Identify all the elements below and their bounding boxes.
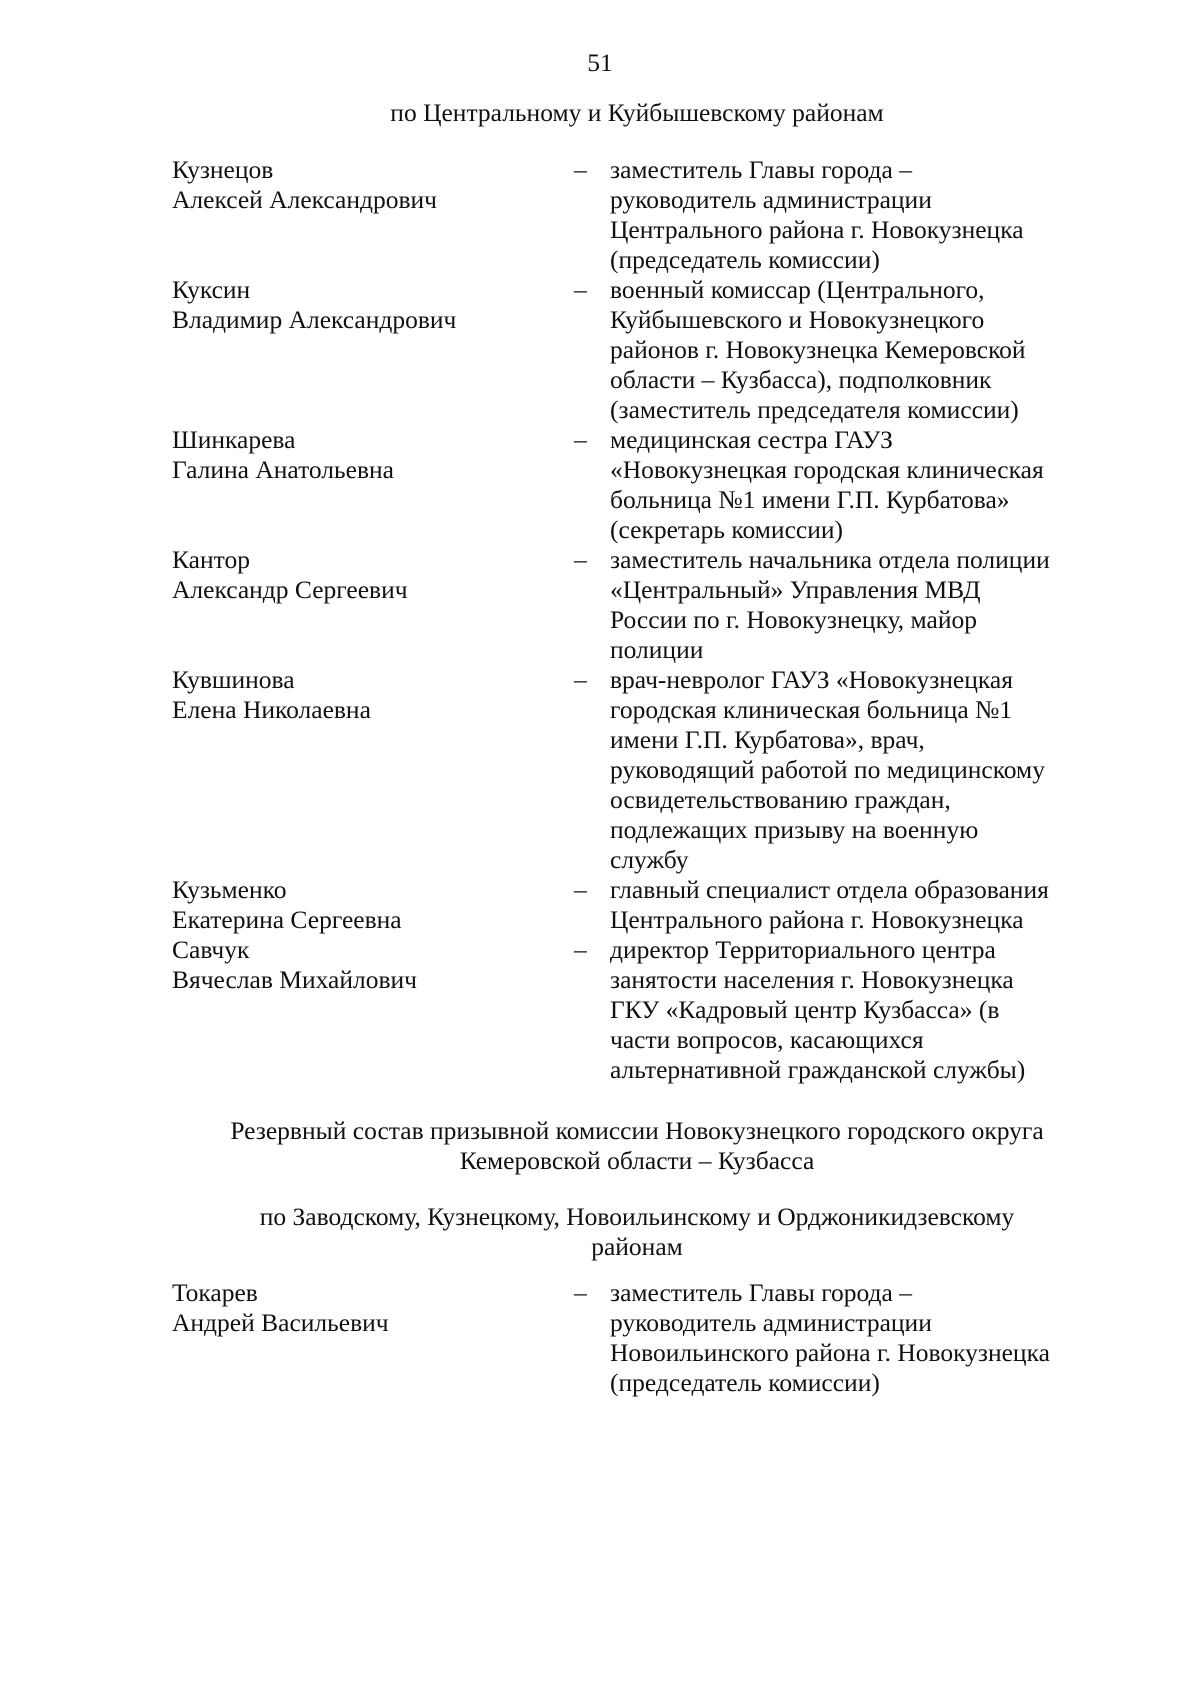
member-role-line: занятости населения г. Новокузнецка: [610, 965, 1014, 994]
member-name: [172, 545, 572, 605]
member-role: [610, 425, 1110, 545]
member-role-line: освидетельствованию граждан,: [610, 785, 951, 814]
member-name-line: Вячеслав Михайлович: [172, 965, 417, 994]
heading-line: Кемеровской области – Кузбасса: [459, 1146, 815, 1175]
member-role-line: руководящий работой по медицинскому: [610, 755, 1045, 784]
member-role-line: (председатель комиссии): [610, 245, 880, 274]
dash-separator: –: [574, 875, 587, 904]
member-entry: [172, 665, 1132, 875]
member-role-line: врач-невролог ГАУЗ «Новокузнецкая: [610, 665, 1013, 694]
dash-separator: –: [574, 665, 587, 694]
member-entry: [172, 1278, 1132, 1398]
dash-separator: –: [574, 1278, 587, 1307]
member-name-line: Елена Николаевна: [172, 695, 371, 724]
dash-separator: –: [574, 275, 587, 304]
member-name: [172, 275, 572, 335]
member-role-line: военный комиссар (Центрального,: [610, 275, 985, 304]
member-name-line: Кувшинова: [172, 665, 295, 694]
member-entry: [172, 935, 1132, 1085]
member-name: [172, 1278, 572, 1338]
member-role: [610, 275, 1110, 425]
member-role-line: заместитель Главы города –: [610, 1278, 912, 1307]
member-role-line: руководитель администрации: [610, 1308, 932, 1337]
commission-members-list: [172, 155, 1132, 1085]
member-name-line: Кузьменко: [172, 875, 287, 904]
member-role-line: России по г. Новокузнецку, майор: [610, 605, 977, 634]
member-role-line: руководитель администрации: [610, 185, 932, 214]
member-role: [610, 155, 1110, 275]
member-name-line: Андрей Васильевич: [172, 1308, 389, 1337]
member-role: [610, 875, 1110, 935]
member-role-line: имени Г.П. Курбатова», врач,: [610, 725, 925, 754]
member-name-line: Кантор: [172, 545, 250, 574]
member-role-line: Центрального района г. Новокузнецка: [610, 215, 1024, 244]
member-role-line: альтернативной гражданской службы): [610, 1055, 1026, 1084]
dash-separator: –: [574, 545, 587, 574]
member-entry: [172, 275, 1132, 425]
member-name: [172, 665, 572, 725]
member-role-line: главный специалист отдела образования: [610, 875, 1049, 904]
member-role-line: области – Кузбасса), подполковник: [610, 365, 992, 394]
member-entry: [172, 155, 1132, 275]
member-name-line: Галина Анатольевна: [172, 455, 394, 484]
reserve-composition-heading: [172, 1116, 1102, 1176]
member-role-line: городская клиническая больница №1: [610, 695, 1013, 724]
member-name: [172, 155, 572, 215]
member-role-line: (заместитель председателя комиссии): [610, 395, 1019, 424]
member-name-line: Алексей Александрович: [172, 185, 437, 214]
section-heading-zavodskoy-districts: [172, 1202, 1102, 1262]
member-role-line: «Центральный» Управления МВД: [610, 575, 981, 604]
member-role-line: заместитель Главы города –: [610, 155, 912, 184]
section-heading-central-kuibyshev: [172, 98, 1102, 128]
member-name-line: Александр Сергеевич: [172, 575, 408, 604]
member-role-line: ГКУ «Кадровый центр Кузбасса» (в: [610, 995, 1000, 1024]
member-role-line: больница №1 имени Г.П. Курбатова»: [610, 485, 1010, 514]
member-entry: [172, 425, 1132, 545]
member-role-line: директор Территориального центра: [610, 935, 996, 964]
member-name-line: Кузнецов: [172, 155, 274, 184]
member-role-line: Куйбышевского и Новокузнецкого: [610, 305, 985, 334]
member-role-line: «Новокузнецкая городская клиническая: [610, 455, 1044, 484]
member-role-line: полиции: [610, 635, 704, 664]
dash-separator: –: [574, 425, 587, 454]
member-role: [610, 1278, 1110, 1398]
member-role: [610, 935, 1110, 1085]
reserve-members-list: [172, 1278, 1132, 1398]
member-role-line: службу: [610, 845, 689, 874]
member-name-line: Екатерина Сергеевна: [172, 905, 402, 934]
member-name: [172, 875, 572, 935]
member-role-line: Центрального района г. Новокузнецка: [610, 905, 1024, 934]
member-entry: [172, 875, 1132, 935]
dash-separator: –: [574, 155, 587, 184]
member-name-line: Токарев: [172, 1278, 258, 1307]
dash-separator: –: [574, 935, 587, 964]
member-role-line: Новоильинского района г. Новокузнецка: [610, 1338, 1050, 1367]
heading-line: Резервный состав призывной комиссии Новокузнецкого городского округа: [230, 1116, 1044, 1145]
member-role-line: части вопросов, касающихся: [610, 1025, 924, 1054]
heading-line: районам: [591, 1232, 683, 1261]
heading-line: по Заводскому, Кузнецкому, Новоильинскому и Орджоникидзевскому: [259, 1202, 1015, 1231]
member-role-line: (секретарь комиссии): [610, 515, 843, 544]
member-role-line: районов г. Новокузнецка Кемеровской: [610, 335, 1026, 364]
member-role: [610, 665, 1110, 875]
member-name-line: Владимир Александрович: [172, 305, 457, 334]
member-name-line: Куксин: [172, 275, 251, 304]
member-entry: [172, 545, 1132, 665]
member-name-line: Шинкарева: [172, 425, 296, 454]
member-role-line: медицинская сестра ГАУЗ: [610, 425, 893, 454]
member-role-line: (председатель комиссии): [610, 1368, 880, 1397]
member-name: [172, 935, 572, 995]
member-role-line: подлежащих призыву на военную: [610, 815, 979, 844]
member-role: [610, 545, 1110, 665]
page-number: 51: [587, 48, 613, 77]
heading-line: по Центральному и Куйбышевскому районам: [390, 98, 884, 127]
member-name: [172, 425, 572, 485]
member-name-line: Савчук: [172, 935, 250, 964]
member-role-line: заместитель начальника отдела полиции: [610, 545, 1050, 574]
